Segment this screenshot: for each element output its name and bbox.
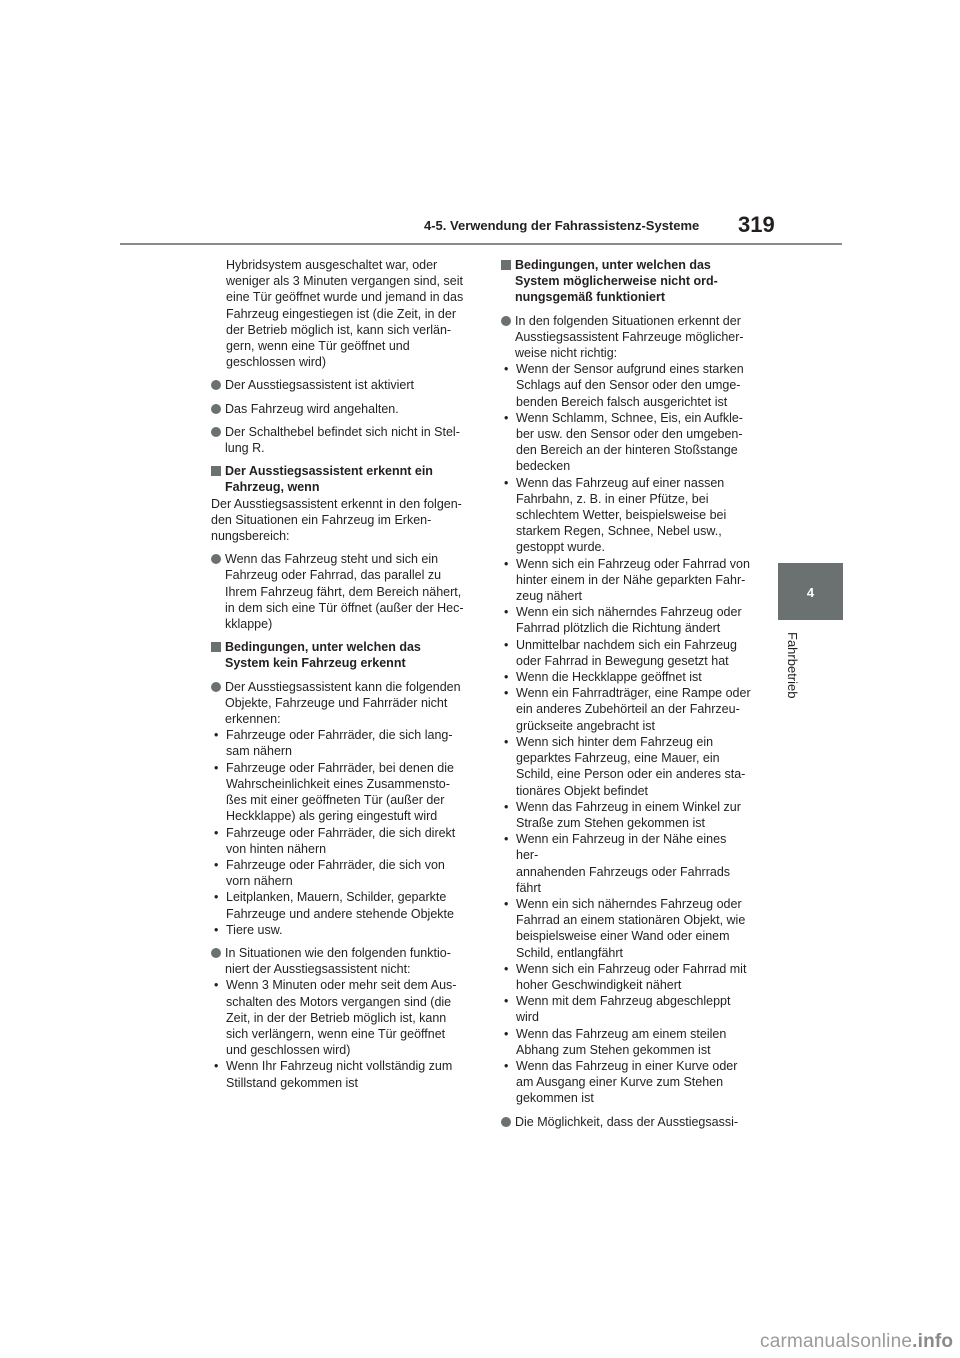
text-line: Der Ausstiegsassistent erkennt ein [225,464,433,479]
text-line: Abhang zum Stehen gekommen ist [516,1042,711,1057]
dot-bullet-icon: • [504,734,509,749]
dot-bullet-icon: • [504,556,509,571]
dot-bullet-icon: • [504,362,509,377]
list-item [490,799,752,831]
text-line: Wenn 3 Minuten oder mehr seit dem Aus- [226,978,457,993]
text-line: niert der Ausstiegsassistent nicht: [225,962,411,977]
list-item [200,857,468,889]
list-item [200,727,468,759]
text-line: schalten des Motors vergangen sind (die [226,994,452,1009]
circle-bullet-icon [211,682,221,692]
continuation-line: Fahrzeug eingestiegen ist (die Zeit, in der [226,306,456,321]
continuation-line: gern, wenn eine Tür geöffnet und [226,339,410,354]
text-line: Wenn Schlamm, Schnee, Eis, ein Aufkle- [516,410,743,425]
dot-bullet-icon: • [214,890,219,905]
text-line: Wenn das Fahrzeug steht und sich ein [225,552,439,567]
text-line: Fahrzeuge und andere stehende Objekte [226,906,454,921]
text-line: Fahrrad an einem stationären Objekt, wie [516,913,746,928]
text-line: Ausstiegsassistent Fahrzeuge möglicher- [515,329,744,344]
paragraph [200,496,468,545]
circle-bullet-icon [501,316,511,326]
text-line: nungsbereich: [211,529,290,544]
text-line: Wenn sich hinter dem Fahrzeug ein [516,734,714,749]
list-item [490,361,752,410]
text-line: ein anderes Zubehörteil an der Fahrzeu- [516,702,740,717]
dot-bullet-icon: • [214,1059,219,1074]
text-line: starkem Regen, Schnee, Nebel usw., [516,524,722,539]
text-line: wird [516,1010,539,1025]
spacer [200,938,468,945]
text-line: Fahrrad plötzlich die Richtung ändert [516,621,721,636]
section-heading [490,257,752,306]
bullet-item [200,401,468,417]
section-title: 4-5. Verwendung der Fahrassistenz-Systeme [424,218,700,233]
list-item [200,760,468,825]
text-line: Die Möglichkeit, dass der Ausstiegsassi- [515,1114,739,1129]
watermark[interactable] [760,1331,953,1353]
dot-bullet-icon: • [504,637,509,652]
text-line: In den folgenden Situationen erkennt der [515,313,741,328]
text-line: hinter einem in der Nähe geparkten Fahr- [516,572,746,587]
section-heading [200,463,468,495]
text-line: Wahrscheinlichkeit eines Zusammensto- [226,776,450,791]
text-line: sich verlängern, wenn eine Tür geöffnet [226,1026,446,1041]
text-line: vorn nähern [226,874,293,889]
page-number: 319 [738,212,775,237]
text-line: beispielsweise einer Wand oder einem [516,929,730,944]
text-line: Wenn das Fahrzeug in einem Winkel zur [516,799,741,814]
continuation-line: Hybridsystem ausgeschaltet war, oder [226,258,438,272]
text-line: Straße zum Stehen gekommen ist [516,815,705,830]
text-line: benden Bereich falsch ausgerichtet ist [516,394,728,409]
text-line: Fahrzeuge oder Fahrräder, die sich lang- [226,728,453,743]
text-line: hoher Geschwindigkeit nähert [516,977,682,992]
spacer [490,306,752,313]
bullet-item [490,313,752,362]
text-line: Fahrzeug oder Fahrrad, das parallel zu [225,568,442,583]
text-line: Der Schalthebel befindet sich nicht in Stel- [225,424,460,439]
continuation-line: eine Tür geöffnet wurde und jemand in das [226,290,464,305]
text-line: kklappe) [225,617,273,632]
text-line: gekommen ist [516,1091,594,1106]
dot-bullet-icon: • [504,961,509,976]
text-line: von hinten nähern [226,841,327,856]
dot-bullet-icon: • [504,799,509,814]
text-line: Wenn ein sich näherndes Fahrzeug oder [516,896,742,911]
text-line: Fahrzeuge oder Fahrräder, die sich von [226,857,445,872]
dot-bullet-icon: • [214,922,219,937]
list-item [490,604,752,636]
text-line: System möglicherweise nicht ord- [515,274,718,289]
continuation-line: geschlossen wird) [226,355,327,370]
dot-bullet-icon: • [504,1058,509,1073]
text-line: und geschlossen wird) [226,1043,351,1058]
text-line: Wenn das Fahrzeug am einem steilen [516,1026,727,1041]
text-line: am Ausgang einer Kurve zum Stehen [516,1075,724,1090]
text-line: ber usw. den Sensor oder den umgeben- [516,427,743,442]
list-item [200,977,468,1058]
list-item [490,896,752,961]
dot-bullet-icon: • [504,686,509,701]
text-line: In Situationen wie den folgenden funktio- [225,945,451,960]
square-bullet-icon [211,466,221,476]
text-line: Fahrzeuge oder Fahrräder, bei denen die [226,760,454,775]
text-line: Wenn die Heckklappe geöffnet ist [516,670,702,685]
text-line: Wenn der Sensor aufgrund eines starken [516,362,744,377]
list-item [490,685,752,734]
spacer [200,370,468,377]
text-line: annahenden Fahrzeugs oder Fahrrads [516,864,731,879]
list-item [490,410,752,475]
text-line: Wenn Ihr Fahrzeug nicht vollständig zum [226,1059,453,1074]
square-bullet-icon [501,260,511,270]
circle-bullet-icon [501,1117,511,1127]
section-heading [200,639,468,671]
circle-bullet-icon [211,404,221,414]
text-line: Ihrem Fahrzeug fährt, dem Bereich nähert, [225,584,462,599]
list-item [490,669,752,685]
circle-bullet-icon [211,380,221,390]
text-line: gestoppt wurde. [516,540,605,555]
list-item [200,889,468,921]
text-line: Wenn sich ein Fahrzeug oder Fahrrad mit [516,961,747,976]
spacer [200,417,468,424]
text-line: Wenn mit dem Fahrzeug abgeschleppt [516,994,731,1009]
text-line: oder Fahrrad in Bewegung gesetzt hat [516,653,729,668]
text-line: weise nicht richtig: [515,346,618,361]
bullet-item [200,679,468,728]
text-line: erkennen: [225,712,281,727]
spacer [200,632,468,639]
chapter-tab[interactable] [778,563,843,620]
text-line: System kein Fahrzeug erkennt [225,656,406,671]
list-item [490,961,752,993]
circle-bullet-icon [211,948,221,958]
dot-bullet-icon: • [504,605,509,620]
text-line: geparktes Fahrzeug, eine Mauer, ein [516,751,720,766]
text-line: Das Fahrzeug wird angehalten. [225,401,399,416]
list-item [490,556,752,605]
square-bullet-icon [211,642,221,652]
text-line: Wenn das Fahrzeug auf einer nassen [516,475,725,490]
header-divider [120,243,842,245]
list-item [490,993,752,1025]
list-item [490,637,752,669]
bullet-item [490,1114,752,1130]
text-line: sam nähern [226,744,293,759]
dot-bullet-icon: • [214,728,219,743]
text-line: Heckklappe) als gering eingestuft wird [226,809,438,824]
text-line: ßes mit einer geöffneten Tür (außer der [226,793,445,808]
spacer [200,456,468,463]
text-line: Wenn sich ein Fahrzeug oder Fahrrad von [516,556,750,571]
list-item [490,475,752,556]
list-item [200,825,468,857]
text-line: tionäres Objekt befindet [516,783,649,798]
list-item [490,831,752,896]
text-line: bedecken [516,459,571,474]
bullet-item [200,551,468,632]
text-line: Bedingungen, unter welchen das [515,258,711,272]
watermark-prefix: carmanualsonline [760,1331,913,1352]
text-line: den Situationen ein Fahrzeug im Erken- [211,512,432,527]
dot-bullet-icon: • [214,825,219,840]
continuation-line: der Betrieb möglich ist, kann sich verlän- [226,322,452,337]
text-line: Objekte, Fahrzeuge und Fahrräder nicht [225,695,448,710]
text-line: Wenn das Fahrzeug in einer Kurve oder [516,1058,738,1073]
dot-bullet-icon: • [504,410,509,425]
spacer [490,1107,752,1114]
text-line: Schlags auf den Sensor oder den umge- [516,378,741,393]
text-line: Bedingungen, unter welchen das [225,640,421,655]
text-line: Stillstand gekommen ist [226,1075,359,1090]
list-item [490,1026,752,1058]
text-line: grückseite angebracht ist [516,718,655,733]
text-line: Tiere usw. [226,922,283,937]
text-line: Der Ausstiegsassistent ist aktiviert [225,378,414,393]
bullet-item [200,377,468,393]
circle-bullet-icon [211,554,221,564]
dot-bullet-icon: • [504,994,509,1009]
dot-bullet-icon: • [504,475,509,490]
text-line: Der Ausstiegsassistent erkennt in den folgen- [211,496,462,511]
text-line: Schild, eine Person oder ein anderes sta- [516,767,746,782]
dot-bullet-icon: • [504,896,509,911]
continuation-line: weniger als 3 Minuten vergangen sind, seit [226,274,463,289]
right-column [490,257,752,1130]
text-line: nungsgemäß funktioniert [515,290,665,305]
dot-bullet-icon: • [504,832,509,847]
spacer [200,672,468,679]
spacer [200,394,468,401]
text-line: den Bereich an der hinteren Stoßstange [516,443,738,458]
circle-bullet-icon [211,427,221,437]
bullet-item [200,945,468,977]
chapter-label [776,632,811,732]
text-line: Wenn ein Fahrzeug in der Nähe eines her- [516,832,727,863]
text-line: Fahrbahn, z. B. in einer Pfütze, bei [516,491,709,506]
text-line: Unmittelbar nachdem sich ein Fahrzeug [516,637,737,652]
list-item [490,734,752,799]
text-line: Fahrzeuge oder Fahrräder, die sich direkt [226,825,456,840]
chapter-number: 4 [806,585,815,600]
dot-bullet-icon: • [214,857,219,872]
dot-bullet-icon: • [504,1026,509,1041]
text-line: fährt [516,880,542,895]
text-line: Schild, entlangfährt [516,945,624,960]
list-item [200,1058,468,1090]
text-line: Leitplanken, Mauern, Schilder, geparkte [226,890,447,905]
text-line: in dem sich eine Tür öffnet (außer der Hec- [225,600,464,615]
dot-bullet-icon: • [504,670,509,685]
text-line: Fahrzeug, wenn [225,480,320,495]
list-item [490,1058,752,1107]
watermark-suffix: .info [912,1331,954,1352]
left-column [200,257,468,1091]
text-line: Wenn ein Fahrradträger, eine Rampe oder [516,686,751,701]
text-line: lung R. [225,441,265,456]
dot-bullet-icon: • [214,760,219,775]
bullet-item [200,424,468,456]
text-line: Der Ausstiegsassistent kann die folgenden [225,679,461,694]
text-line: zeug nähert [516,589,583,604]
chapter-label-text: Fahrbetrieb [785,632,800,699]
text-line: Zeit, in der der Betrieb möglich ist, kann [226,1010,447,1025]
spacer [200,544,468,551]
text-line: schlechtem Wetter, beispielsweise bei [516,508,727,523]
list-item [200,922,468,938]
text-line: Wenn ein sich näherndes Fahrzeug oder [516,605,742,620]
dot-bullet-icon: • [214,978,219,993]
